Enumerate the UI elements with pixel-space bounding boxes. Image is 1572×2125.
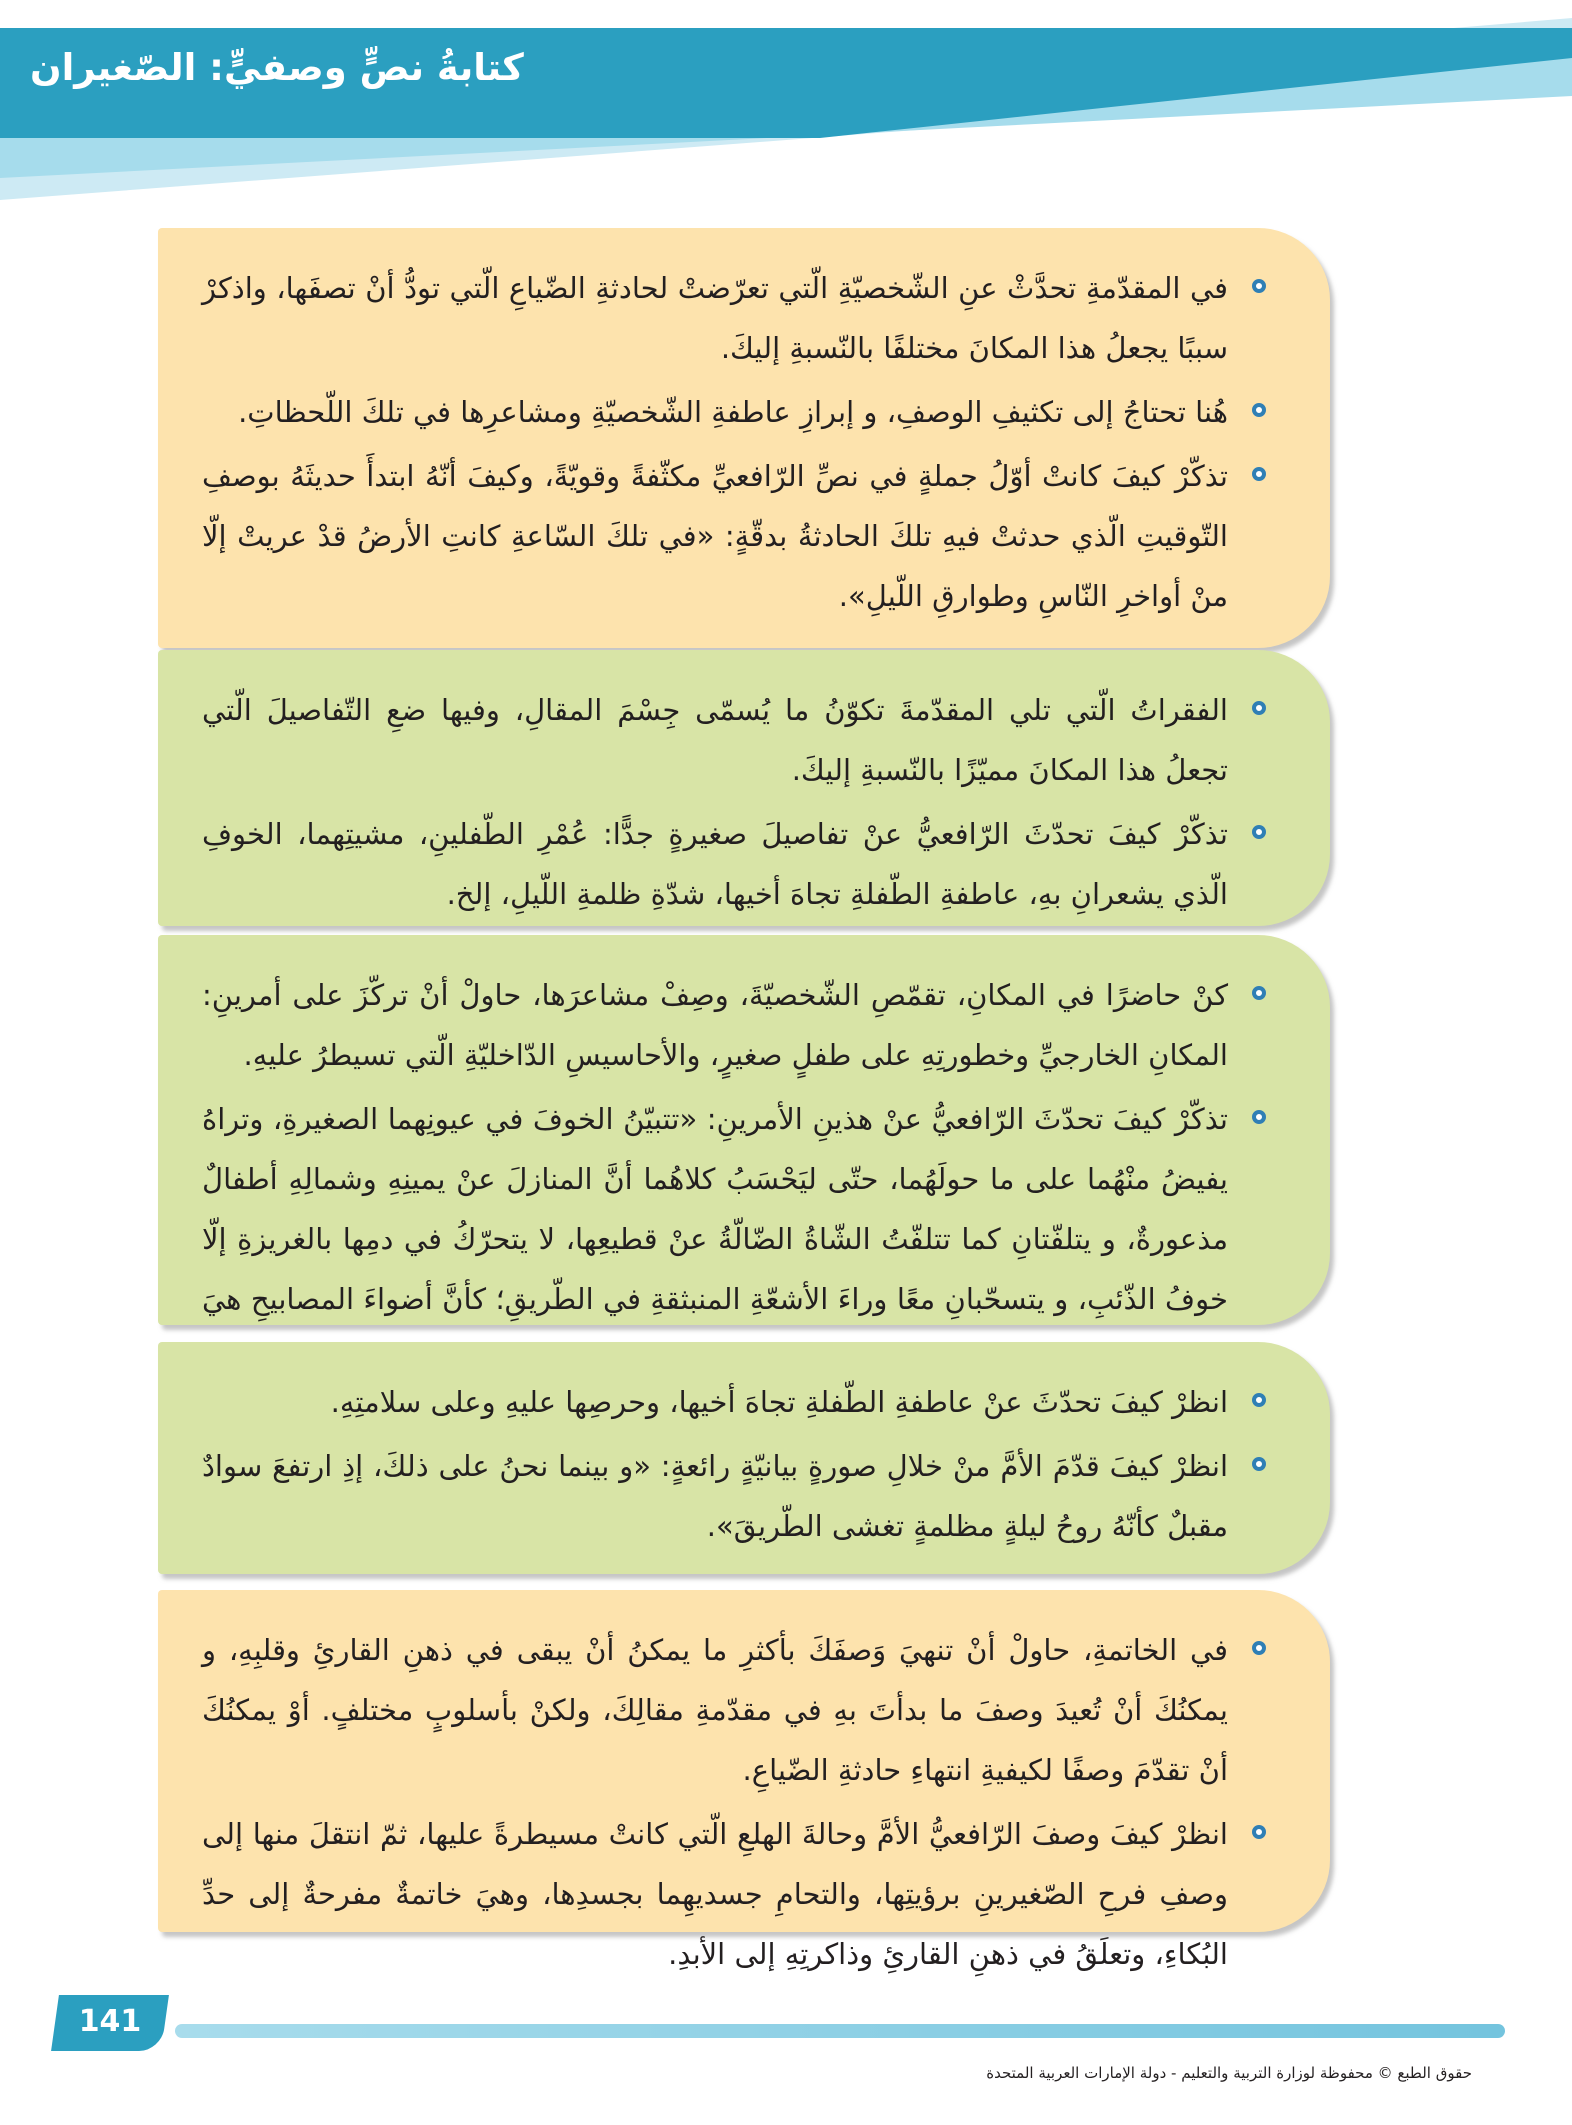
bullet-icon bbox=[1252, 701, 1266, 715]
list-item-text: انظرْ كيفَ قدّمَ الأمَّ منْ خلالِ صورةٍ بيانيّةٍ رائعةٍ: «و بينما نحنُ على ذلكَ، إذِ ارتفعَ سوادٌ مقبلٌ كأنّهُ روحُ ليلةٍ مظلمةٍ تغشى الطّريقَ». bbox=[202, 1449, 1228, 1543]
list-item bbox=[202, 1620, 1266, 1800]
bullet-icon bbox=[1252, 1641, 1266, 1655]
bullet-icon bbox=[1252, 986, 1266, 1000]
copyright-notice: حقوق الطبع © محفوظة لوزارة التربية والتعليم - دولة الإمارات العربية المتحدة bbox=[986, 2064, 1472, 2082]
bullet-icon bbox=[1252, 403, 1266, 417]
bullet-icon bbox=[1252, 1825, 1266, 1839]
page-title: كتابةُ نصٍّ وصفيٍّ: الصّغيران bbox=[30, 46, 524, 89]
list-item bbox=[202, 804, 1266, 924]
bullet-list bbox=[202, 1620, 1266, 1984]
section-card-conclusion bbox=[158, 1590, 1330, 1971]
list-item bbox=[202, 1372, 1266, 1432]
page-number: 141 bbox=[78, 2004, 142, 2039]
list-item-text: تذكّرْ كيفَ تحدّثَ الرّافعيُّ عنْ هذينِ الأمرينِ: «تتبيّنُ الخوفَ في عيونِهما الصغيرةِ، وتراهُ يفيضُ منْهُما على ما حولَهُما، حتّى ليَحْسَبُ كلاهُما أنَّ المنازلَ عنْ يمينِهِ وشمالِهِ أطفالٌ مذعورةٌ، و يتلفّتانِ كما تتلفّتُ الشّاةُ الضّالّةُ عنْ قطيعِها، لا يتحرّكُ في دمِها بالغريزةِ إلّا خوفُ الذّئبِ، و يتسحّبانِ معًا وراءَ الأشعّةِ المنبثقةِ في الطّريقِ؛ كأنَّ أضواءَ المصابيحِ هيَ bbox=[202, 1102, 1228, 1316]
bullet-list bbox=[202, 965, 1266, 1389]
list-item-text: كنْ حاضرًا في المكانِ، تقمّصِ الشّخصيّةَ، وصِفْ مشاعرَها، حاولْ أنْ تركّزَ على أمرينِ: المكانِ الخارجيِّ وخطورتِهِ على طفلٍ صغيرٍ، والأحاسيسِ الدّاخليّةِ الّتي تسيطرُ عليهِ. bbox=[202, 978, 1228, 1072]
list-item bbox=[202, 258, 1266, 378]
section-card-presence bbox=[158, 935, 1330, 1325]
section-card-introduction bbox=[158, 228, 1330, 648]
bullet-list bbox=[202, 258, 1266, 626]
list-item bbox=[202, 1436, 1266, 1556]
bullet-icon bbox=[1252, 1393, 1266, 1407]
list-item-text: الفقراتُ الّتي تلي المقدّمةَ تكوّنُ ما يُسمّى جِسْمَ المقالِ، وفيها ضعِ التّفاصيلَ الّتي تجعلُ هذا المكانَ مميّزًا بالنّسبةِ إليكَ. bbox=[202, 693, 1228, 787]
list-item bbox=[202, 1804, 1266, 1984]
list-item-text: هُنا تحتاجُ إلى تكثيفِ الوصفِ، و إبرازِ عاطفةِ الشّخصيّةِ ومشاعرِها في تلكَ اللّحظاتِ. bbox=[238, 395, 1228, 429]
list-item-text: في الخاتمةِ، حاولْ أنْ تنهيَ وَصفَكَ بأكثرِ ما يمكنُ أنْ يبقى في ذهنِ القارئِ وقلبِهِ، و يمكنُكَ أنْ تُعيدَ وصفَ ما بدأتَ بهِ في مقدّمةِ مقالِكَ، ولكنْ بأسلوبٍ مختلفٍ. أوْ يمكنُكَ أنْ تقدّمَ وصفًا لكيفيةِ انتهاءِ حادثةِ الضّياعِ. bbox=[202, 1633, 1228, 1787]
bullet-list bbox=[202, 1372, 1266, 1556]
list-item-text: تذكّرْ كيفَ كانتْ أوّلُ جملةٍ في نصِّ الرّافعيِّ مكثّفةً وقويّةً، وكيفَ أنّهُ ابتدأَ حديثَهُ بوصفِ التّوقيتِ الّذي حدثتْ فيهِ تلكَ الحادثةُ بدقّةٍ: «في تلكَ السّاعةِ كانتِ الأرضُ قدْ عريتْ إلّا منْ أواخرِ النّاسِ وطوارقِ اللّيلِ». bbox=[202, 459, 1228, 613]
page-footer bbox=[0, 1960, 1572, 2125]
list-item bbox=[202, 680, 1266, 800]
list-item-text: انظرْ كيفَ وصفَ الرّافعيُّ الأمَّ وحالةَ الهلعِ الّتي كانتْ مسيطرةً عليها، ثمّ انتقلَ منها إلى وصفِ فرحِ الصّغيرينِ برؤيتِها، والتحامِ جسديهِما بجسدِها، وهيَ خاتمةٌ مفرحةٌ إلى حدِّ البُكاءِ، وتعلَقُ في ذهنِ القارئِ وذاكرتِهِ إلى الأبدِ. bbox=[202, 1817, 1228, 1971]
bullet-icon bbox=[1252, 825, 1266, 839]
list-item-text: انظرْ كيفَ تحدّثَ عنْ عاطفةِ الطّفلةِ تجاهَ أخيها، وحرصِها عليهِ وعلى سلامتِهِ. bbox=[330, 1385, 1228, 1419]
header-banner-shapes bbox=[0, 0, 1572, 200]
section-card-body bbox=[158, 650, 1330, 926]
list-item-text: في المقدّمةِ تحدَّثْ عنِ الشّخصيّةِ الّتي تعرّضتْ لحادثةِ الضّياعِ الّتي تودُّ أنْ تصفَها، واذكرْ سببًا يجعلُ هذا المكانَ مختلفًا بالنّسبةِ إليكَ. bbox=[202, 271, 1228, 365]
bullet-list bbox=[202, 680, 1266, 924]
chapter-header bbox=[0, 0, 1572, 200]
list-item bbox=[202, 446, 1266, 626]
list-item bbox=[202, 965, 1266, 1085]
bullet-icon bbox=[1252, 1457, 1266, 1471]
bullet-icon bbox=[1252, 467, 1266, 481]
bullet-icon bbox=[1252, 1110, 1266, 1124]
list-item bbox=[202, 382, 1266, 442]
section-card-imagery bbox=[158, 1342, 1330, 1574]
bullet-icon bbox=[1252, 279, 1266, 293]
footer-divider bbox=[175, 2024, 1505, 2038]
list-item-text: تذكّرْ كيفَ تحدّثَ الرّافعيُّ عنْ تفاصيلَ صغيرةٍ جدًّا: عُمْرِ الطّفلينِ، مشيتِهما، الخوفِ الّذي يشعرانِ بهِ، عاطفةِ الطّفلةِ تجاهَ أخيها، شدّةِ ظلمةِ اللّيلِ، إلخ. bbox=[202, 817, 1228, 911]
